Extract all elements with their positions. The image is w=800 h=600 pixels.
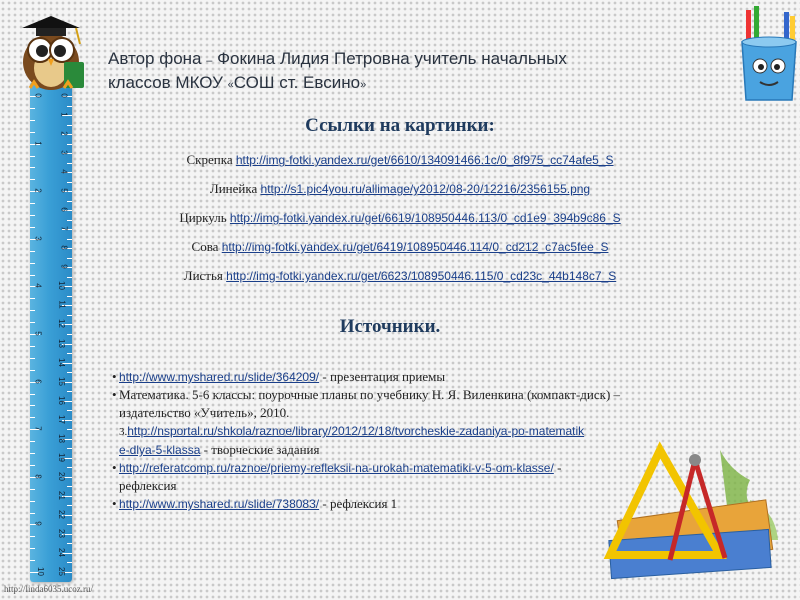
ruler-tick — [67, 562, 72, 563]
bullet-icon: • — [112, 496, 117, 511]
ruler-tick — [67, 144, 72, 145]
source-item — [112, 459, 732, 495]
ruler-number: 18 — [57, 433, 67, 443]
ruler-number: 9 — [59, 264, 69, 270]
image-links-list — [100, 150, 700, 295]
source-link[interactable]: http://referatcomp.ru/raznoe/priemy-refleksii-na-urokah-matematiki-v-5-om-klasse/ — [119, 461, 554, 475]
ruler-number: 5 — [59, 188, 69, 193]
image-link-label: Сова — [191, 239, 219, 254]
source-link[interactable]: e-dlya-5-klassa — [119, 443, 201, 457]
source-desc: Математика. 5-6 классы: поурочные планы по учебнику Н. Я. Виленкина (компакт-диск) – — [119, 387, 621, 402]
source-desc: - творческие задания — [200, 442, 320, 457]
image-link-label: Листья — [183, 268, 223, 283]
pencil-cup-icon — [740, 6, 798, 102]
author-text — [108, 48, 668, 96]
ruler-number: 0 — [59, 93, 69, 98]
ruler-number: 10 — [57, 281, 67, 291]
source-desc: - — [553, 460, 562, 475]
quote-close: » — [360, 79, 367, 91]
image-link-row — [100, 266, 700, 295]
bullet-icon: • — [112, 460, 117, 475]
ruler-tick — [30, 215, 35, 216]
source-desc: - рефлексия 1 — [319, 496, 398, 511]
source-link[interactable]: http://www.myshared.ru/slide/738083/ — [119, 497, 320, 511]
ruler-number: 8 — [33, 474, 43, 479]
ruler-number: 22 — [57, 509, 67, 519]
ruler-tick — [67, 543, 72, 544]
ruler-tick — [30, 513, 35, 514]
image-link-url[interactable]: http://img-fotki.yandex.ru/get/6619/108950446.113/0_cd1e9_394b9c86_S — [229, 211, 621, 225]
image-link-label: Циркуль — [179, 210, 227, 225]
ruler-tick — [30, 346, 35, 347]
ruler-tick — [30, 548, 35, 549]
ruler-number: 6 — [59, 207, 69, 212]
ruler-number: 12 — [57, 319, 67, 329]
links-heading: Ссылки на картинки: — [305, 115, 495, 136]
ruler-number: 9 — [33, 521, 43, 527]
ruler-tick — [30, 108, 35, 109]
quote-open: « — [227, 79, 234, 91]
ruler-number: 3 — [59, 150, 69, 155]
ruler-number: 1 — [59, 112, 69, 117]
ruler-number: 2 — [33, 188, 43, 193]
credit-link[interactable]: http://linda6035.ucoz.ru/ — [4, 584, 93, 594]
ruler-tick — [30, 275, 35, 276]
ruler-tick — [30, 501, 35, 502]
ruler-number: 10 — [35, 567, 45, 576]
source-item — [112, 422, 732, 459]
ruler-number: 13 — [57, 338, 67, 348]
ruler-tick — [67, 372, 72, 373]
ruler-tick — [30, 179, 35, 180]
ruler-number: 23 — [57, 528, 67, 538]
ruler-tick — [67, 429, 72, 430]
ruler-tick — [67, 201, 72, 202]
image-link-row — [100, 179, 700, 208]
ruler-number: 7 — [33, 426, 43, 431]
ruler-tick — [30, 227, 35, 228]
sources-list — [112, 368, 732, 513]
bullet-icon: • — [112, 387, 117, 402]
image-link-row — [100, 237, 700, 266]
ruler-number: 8 — [59, 245, 69, 251]
author-dash: – — [206, 55, 213, 67]
ruler-tick — [67, 220, 72, 221]
owl-icon — [12, 4, 90, 92]
ruler-tick — [67, 391, 72, 392]
ruler-tick — [30, 441, 35, 442]
ruler-tick — [67, 163, 72, 164]
ruler-tick — [67, 182, 72, 183]
ruler-number: 1 — [33, 140, 43, 146]
ruler-tick — [30, 465, 35, 466]
image-link-label: Линейка — [209, 181, 258, 196]
ruler-number: 7 — [59, 226, 69, 231]
ruler-tick — [30, 417, 35, 418]
ruler-tick — [30, 489, 35, 490]
ruler-number: 20 — [57, 471, 67, 481]
ruler-number: 3 — [33, 236, 43, 241]
ruler-number: 11 — [57, 300, 67, 310]
ruler-number: 19 — [57, 452, 67, 462]
image-link-row — [100, 208, 700, 237]
sources-heading: Источники. — [339, 316, 441, 337]
source-link[interactable]: http://nsportal.ru/shkola/raznoe/library/2012/12/18/tvorcheskie-zadaniya-po-matematik — [127, 424, 585, 438]
ruler-number: 14 — [57, 357, 67, 367]
source-desc: - презентация приемы — [319, 369, 446, 384]
ruler-tick — [30, 560, 35, 561]
image-link-url[interactable]: http://img-fotki.yandex.ru/get/6623/108950446.115/0_cd23c_44b148c7_S — [226, 269, 617, 283]
ruler-tick — [67, 353, 72, 354]
ruler-tick — [67, 524, 72, 525]
ruler-number: 6 — [33, 378, 43, 384]
ruler-tick — [67, 505, 72, 506]
image-link-row — [100, 150, 700, 179]
ruler-tick — [30, 453, 35, 454]
author-name: Фокина Лидия Петровна учитель начальных — [217, 49, 567, 68]
author-prefix: Автор фона — [108, 49, 202, 68]
ruler-tick — [30, 370, 35, 371]
author-school: СОШ ст. Евсино — [233, 73, 361, 92]
ruler-number: 21 — [57, 490, 67, 500]
ruler-number: 2 — [59, 131, 69, 136]
ruler-tick — [30, 167, 35, 168]
image-link-url[interactable]: http://img-fotki.yandex.ru/get/6419/108950446.114/0_cd212_c7ac5fee_S — [221, 240, 609, 254]
ruler-tick — [67, 258, 72, 259]
ruler-number: 4 — [33, 283, 43, 289]
ruler-number: 25 — [57, 567, 67, 576]
image-link-url[interactable]: http://s1.pic4you.ru/allimage/y2012/08-20/12216/2356155.png — [260, 182, 591, 196]
ruler-tick — [30, 251, 35, 252]
source-item — [112, 368, 732, 386]
source-link[interactable]: http://www.myshared.ru/slide/364209/ — [119, 370, 320, 384]
ruler-tick — [30, 358, 35, 359]
ruler-tick — [67, 448, 72, 449]
source-desc: издательство «Учитель», 2010. — [119, 405, 290, 420]
source-desc: рефлексия — [119, 478, 177, 493]
image-link-url[interactable]: http://img-fotki.yandex.ru/get/6610/134091466.1c/0_8f975_cc74afe5_S — [235, 153, 614, 167]
ruler-tick — [67, 486, 72, 487]
ruler-number: 16 — [57, 395, 67, 405]
ruler-tick — [30, 394, 35, 395]
ruler-number: 5 — [33, 331, 43, 336]
ruler-tick — [30, 310, 35, 311]
source-item — [112, 386, 732, 422]
ruler-number: 4 — [59, 169, 69, 174]
ruler-number: 15 — [57, 376, 67, 386]
ruler-tick — [67, 277, 72, 278]
bullet-icon: • — [112, 369, 117, 384]
ruler-tick — [30, 536, 35, 537]
ruler-tick — [67, 467, 72, 468]
ruler-tick — [30, 263, 35, 264]
ruler-tick — [30, 298, 35, 299]
ruler-tick — [67, 296, 72, 297]
ruler-tick — [30, 203, 35, 204]
ruler-tick — [67, 106, 72, 107]
ruler-tick — [30, 405, 35, 406]
image-link-label: Скрепка — [186, 152, 233, 167]
ruler-tick — [67, 239, 72, 240]
ruler-tick — [30, 156, 35, 157]
ruler-tick — [67, 410, 72, 411]
ruler-number: 0 — [33, 93, 43, 98]
ruler-number: 24 — [57, 548, 67, 557]
source-number: 3. — [119, 426, 128, 438]
ruler-number: 17 — [57, 414, 67, 424]
source-item — [112, 495, 732, 513]
author-line2: классов МКОУ — [108, 73, 228, 92]
